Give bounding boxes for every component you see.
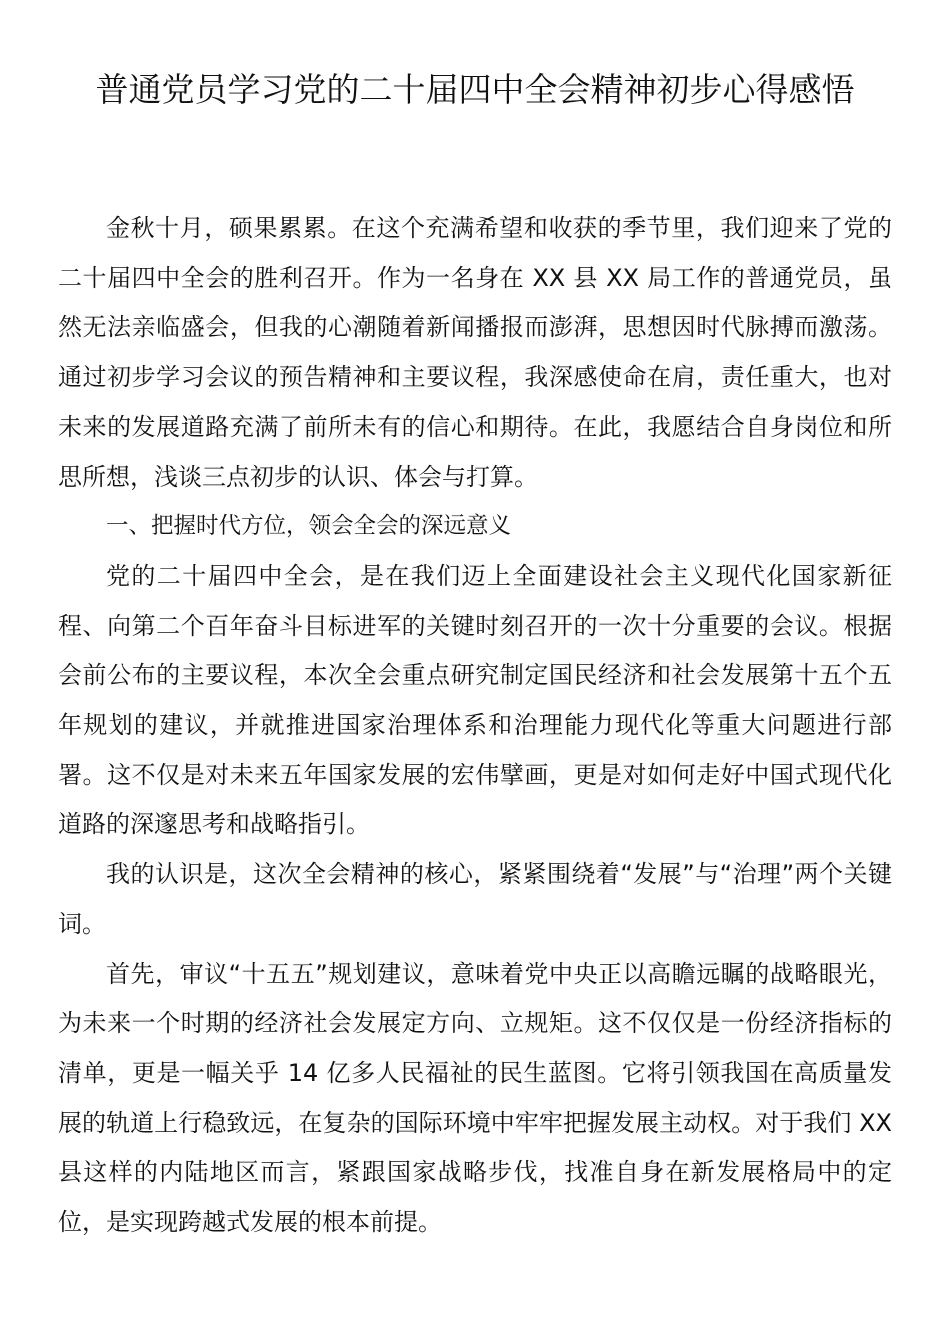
paragraph-significance: 党的二十届四中全会，是在我们迈上全面建设社会主义现代化国家新征程、向第二个百年奋斗目标进军的关键时刻召开的一次十分重要的会议。根据会前公布的主要议程，本次全会重点研究制定国民经济和社会发展第十五个五年规划的建议，并就推进国家治理体系和治理能力现代化等重大问题进行部署。这不仅是对未来五年国家发展的宏伟擘画，更是对如何走好中国式现代化道路的深邃思考和战略指引。 — [58, 561, 892, 839]
paragraph-keywords: 我的认识是，这次全会精神的核心，紧紧围绕着“发展”与“治理”两个关键词。 — [58, 860, 892, 938]
paragraph-first-point: 首先，审议“十五五”规划建议，意味着党中央正以高瞻远瞩的战略眼光，为未来一个时期的经济社会发展定方向、立规矩。这不仅仅是一份经济指标的清单，更是一幅关乎 14 亿多人民福祉的民生蓝图。它将引领我国在高质量发展的轨道上行稳致远，在复杂的国际环境中牢牢把握发展主动权。对于我们 XX 县这样的内陆地区而言，紧跟国家战略步伐，找准自身在新发展格局中的定位，是实现跨越式发展的根本前提。 — [58, 959, 892, 1237]
document-body — [58, 204, 892, 1248]
section-heading-1: 一、把握时代方位，领会全会的深远意义 — [106, 513, 512, 540]
paragraph-intro: 金秋十月，硕果累累。在这个充满希望和收获的季节里，我们迎来了党的二十届四中全会的胜利召开。作为一名身在 XX 县 XX 局工作的普通党员，虽然无法亲临盛会，但我的心潮随着新闻播报而澎湃，思想因时代脉搏而激荡。通过初步学习会议的预告精神和主要议程，我深感使命在肩，责任重大，也对未来的发展道路充满了前所未有的信心和期待。在此，我愿结合自身岗位和所思所想，浅谈三点初步的认识、体会与打算。 — [58, 214, 892, 491]
document-title: 普通党员学习党的二十届四中全会精神初步心得感悟 — [95, 70, 855, 109]
